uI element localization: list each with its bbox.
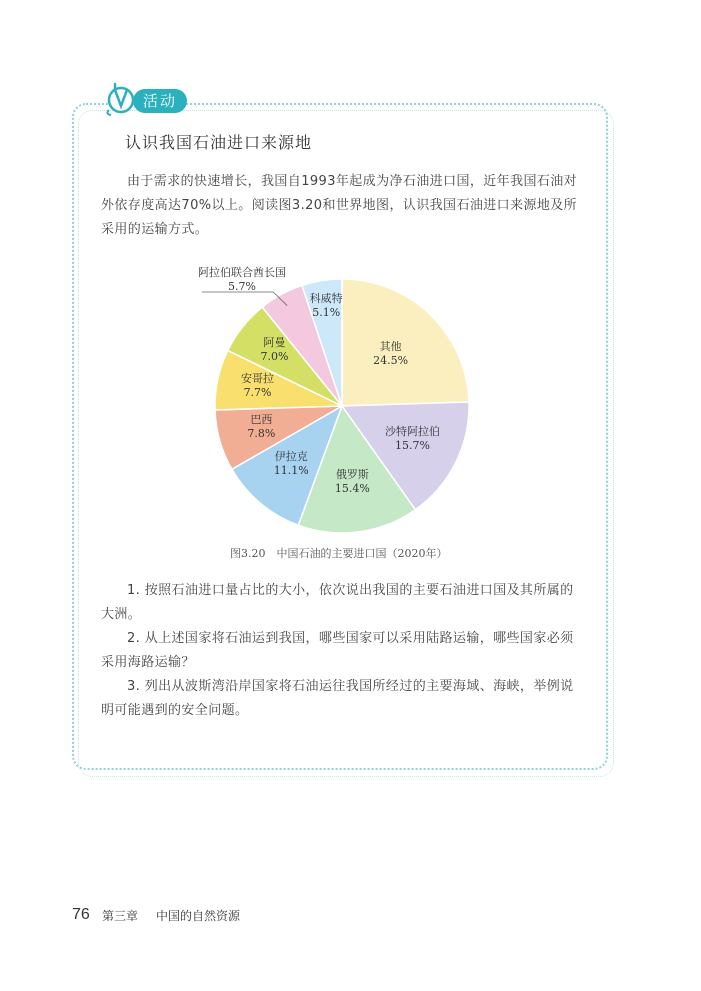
pie-slice <box>342 279 469 406</box>
slice-value-label: 5.1% <box>312 306 341 320</box>
chapter-title: 中国的自然资源 <box>156 909 241 923</box>
slice-name-label: 俄罗斯 <box>335 468 369 482</box>
activity-intro: 由于需求的快速增长，我国自1993年起成为净石油进口国，近年我国石油对外依存度高达70%以上。阅读图3.20和世界地图，认识我国石油进口来源地及所采用的运输方式。 <box>101 174 578 237</box>
slice-value-label: 15.4% <box>334 482 370 496</box>
slice-name-label: 沙特阿拉伯 <box>384 425 440 439</box>
chapter-label: 第三章 <box>102 909 139 923</box>
slice-value-label: 11.1% <box>273 464 309 478</box>
slice-value-label: 7.8% <box>247 426 276 440</box>
slice-name-label: 科威特 <box>309 292 343 306</box>
activity-title: 认识我国石油进口来源地 <box>125 133 313 152</box>
pie-chart <box>180 258 500 538</box>
slice-name-label: 阿曼 <box>263 336 286 350</box>
question-2: 2. 从上述国家将石油运到我国，哪些国家可以采用陆路运输，哪些国家必须采用海路运输？ <box>101 631 574 670</box>
slice-name-label: 阿拉伯联合酋长国 <box>198 266 286 279</box>
slice-value-label: 5.7% <box>228 280 256 293</box>
slice-value-label: 7.7% <box>243 385 272 399</box>
activity-badge: 活动 <box>133 89 187 113</box>
slice-name-label: 其他 <box>379 339 402 353</box>
slice-name-label: 安哥拉 <box>241 371 275 385</box>
slice-name-label: 伊拉克 <box>274 450 308 464</box>
slice-value-label: 15.7% <box>395 439 430 453</box>
figure-caption: 图3.20 中国石油的主要进口国（2020年） <box>230 547 448 560</box>
slice-value-label: 24.5% <box>373 353 409 367</box>
question-3: 3. 列出从波斯湾沿岸国家将石油运往我国所经过的主要海域、海峡，举例说明可能遇到的安全问题。 <box>101 679 574 718</box>
slice-name-label: 巴西 <box>250 412 273 426</box>
question-1: 1. 按照石油进口量占比的大小，依次说出我国的主要石油进口国及其所属的大洲。 <box>101 583 574 622</box>
page-number: 76 <box>72 906 90 923</box>
slice-value-label: 7.0% <box>260 350 289 364</box>
